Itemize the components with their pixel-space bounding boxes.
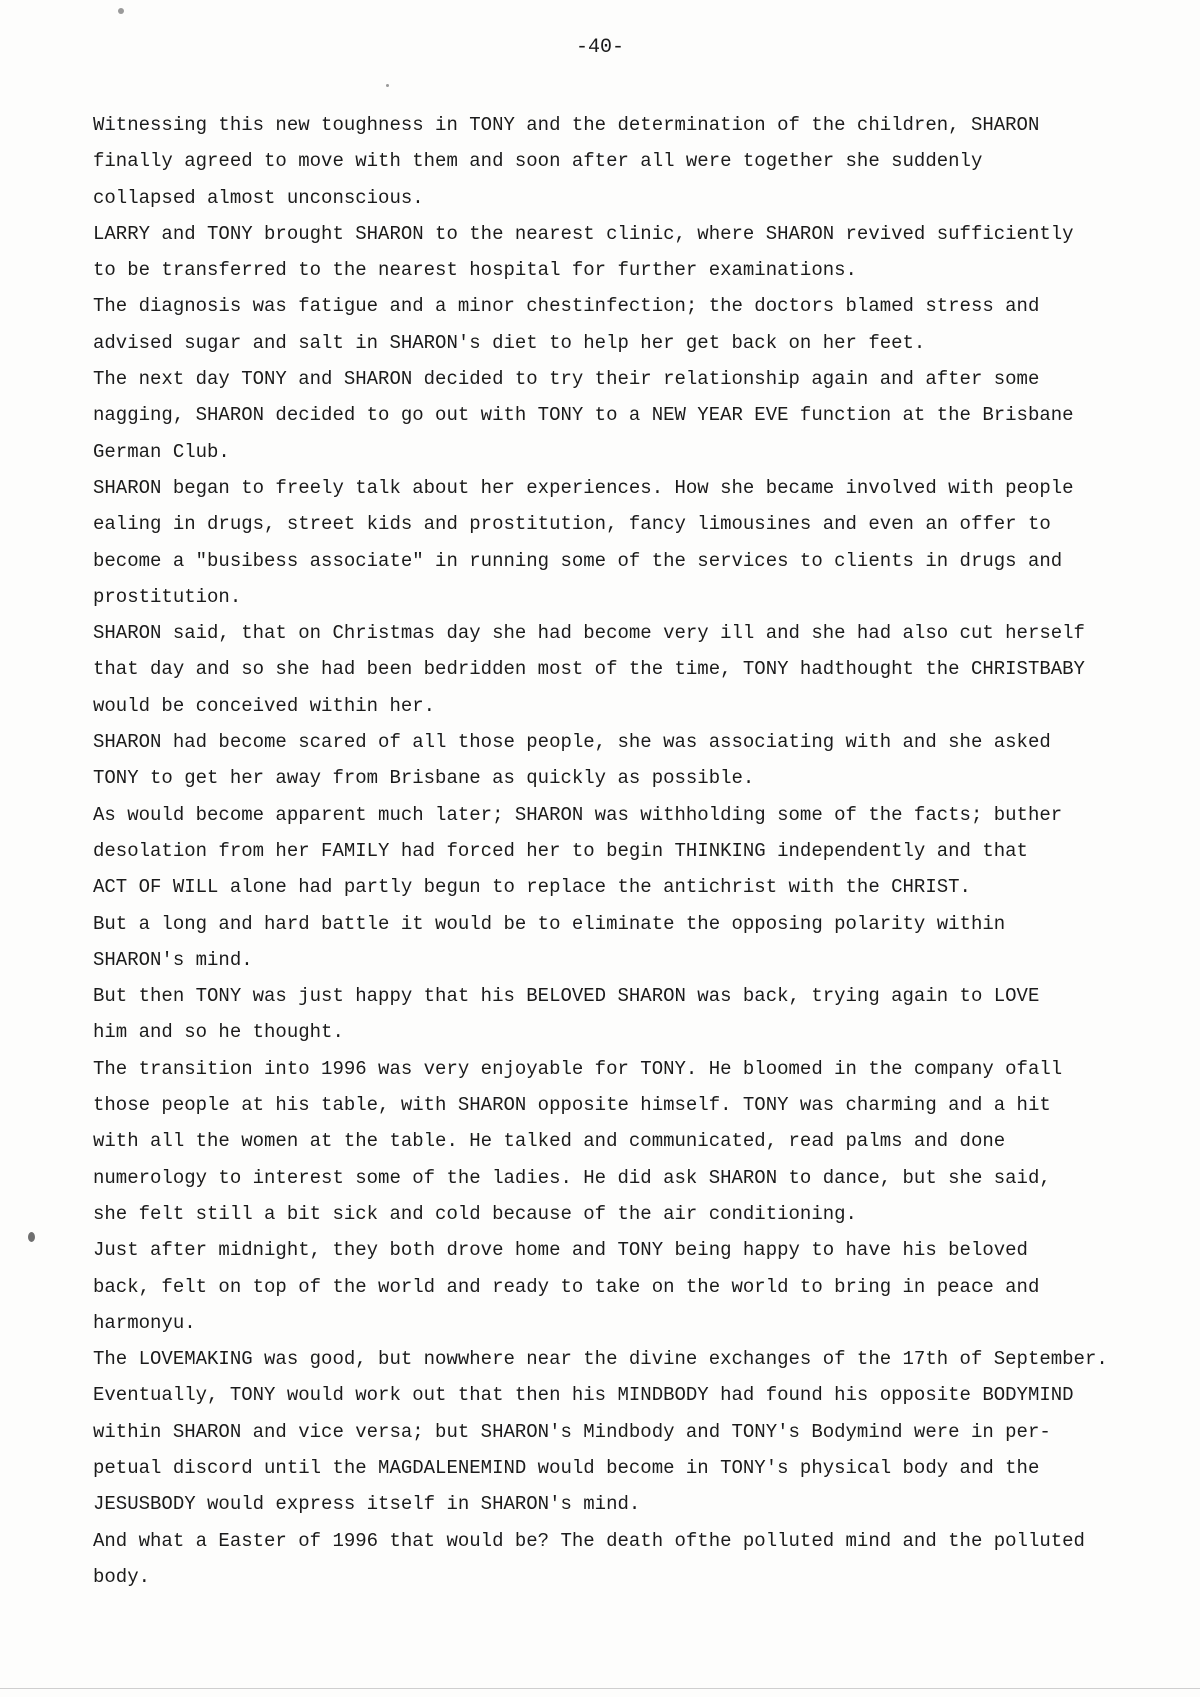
text-line: But then TONY was just happy that his BELOVED SHARON was back, trying again to LOVE [93,985,1040,1008]
text-line: LARRY and TONY brought SHARON to the nearest clinic, where SHARON revived sufficiently [93,222,1074,245]
text-line: desolation from her FAMILY had forced her to begin THINKING independently and that [93,839,1028,862]
text-line: that day and so she had been bedridden most of the time, TONY hadthought the CHRISTBABY [93,658,1085,681]
text-line: SHARON began to freely talk about her experiences. How she became involved with people [93,476,1074,499]
text-line: ACT OF WILL alone had partly begun to replace the antichrist with the CHRIST. [93,876,971,899]
text-line: body. [93,1565,151,1588]
text-line: to be transferred to the nearest hospital for further examinations. [93,259,857,282]
text-line: prostitution. [93,585,242,608]
page-number: -40- [575,36,624,59]
text-line: JESUSBODY would express itself in SHARON's mind. [93,1493,641,1516]
text-line: harmonyu. [93,1311,196,1334]
text-line: German Club. [93,440,230,463]
text-line: The transition into 1996 was very enjoyable for TONY. He bloomed in the company ofall [93,1057,1063,1080]
text-line: The diagnosis was fatigue and a minor chestinfection; the doctors blamed stress and [93,295,1040,318]
text-line: Witnessing this new toughness in TONY and the determination of the children, SHARON [93,114,1040,136]
text-line: those people at his table, with SHARON opposite himself. TONY was charming and a hit [93,1094,1051,1117]
text-line: with all the women at the table. He talked and communicated, read palms and done [93,1130,1006,1153]
scan-speck [118,8,124,14]
text-line: The LOVEMAKING was good, but nowwhere near the divine exchanges of the 17th of September. [93,1348,1108,1371]
text-line: As would become apparent much later; SHARON was withholding some of the facts; buther [93,803,1063,826]
text-line: she felt still a bit sick and cold because of the air conditioning. [93,1202,857,1225]
body-text [93,107,1173,1595]
text-line: SHARON said, that on Christmas day she had become very ill and she had also cut herself [93,622,1085,645]
text-line: collapsed almost unconscious. [93,186,424,209]
text-line: The next day TONY and SHARON decided to try their relationship again and after some [93,368,1040,391]
text-line: And what a Easter of 1996 that would be? The death ofthe polluted mind and the polluted [93,1529,1085,1552]
text-line: advised sugar and salt in SHARON's diet to help her get back on her feet. [93,331,926,354]
scan-speck [386,84,389,87]
scan-speck [28,1232,35,1242]
text-line: numerology to interest some of the ladies. He did ask SHARON to dance, but she said, [93,1166,1051,1189]
text-line: TONY to get her away from Brisbane as quickly as possible. [93,767,755,790]
text-line: Just after midnight, they both drove home and TONY being happy to have his beloved [93,1239,1028,1262]
text-line: ealing in drugs, street kids and prostitution, fancy limousines and even an offer to [93,513,1051,536]
text-line: within SHARON and vice versa; but SHARON's Mindbody and TONY's Bodymind were in per- [93,1420,1051,1443]
text-line: Eventually, TONY would work out that then his MINDBODY had found his opposite BODYMIND [93,1384,1074,1407]
text-line: petual discord until the MAGDALENEMIND would become in TONY's physical body and the [93,1456,1040,1479]
text-line: would be conceived within her. [93,694,436,717]
text-line: him and so he thought. [93,1021,344,1044]
text-line: nagging, SHARON decided to go out with TONY to a NEW YEAR EVE function at the Brisbane [93,404,1074,427]
text-line: become a "busibess associate" in running some of the services to clients in drugs and [93,549,1063,572]
text-line: finally agreed to move with them and soon after all were together she suddenly [93,150,983,173]
text-line: SHARON had become scared of all those people, she was associating with and she asked [93,731,1051,754]
text-line: But a long and hard battle it would be to eliminate the opposing polarity within [93,912,1006,935]
text-line: back, felt on top of the world and ready to take on the world to bring in peace and [93,1275,1040,1298]
text-line: SHARON's mind. [93,948,253,971]
page-bottom-edge [0,1688,1200,1689]
